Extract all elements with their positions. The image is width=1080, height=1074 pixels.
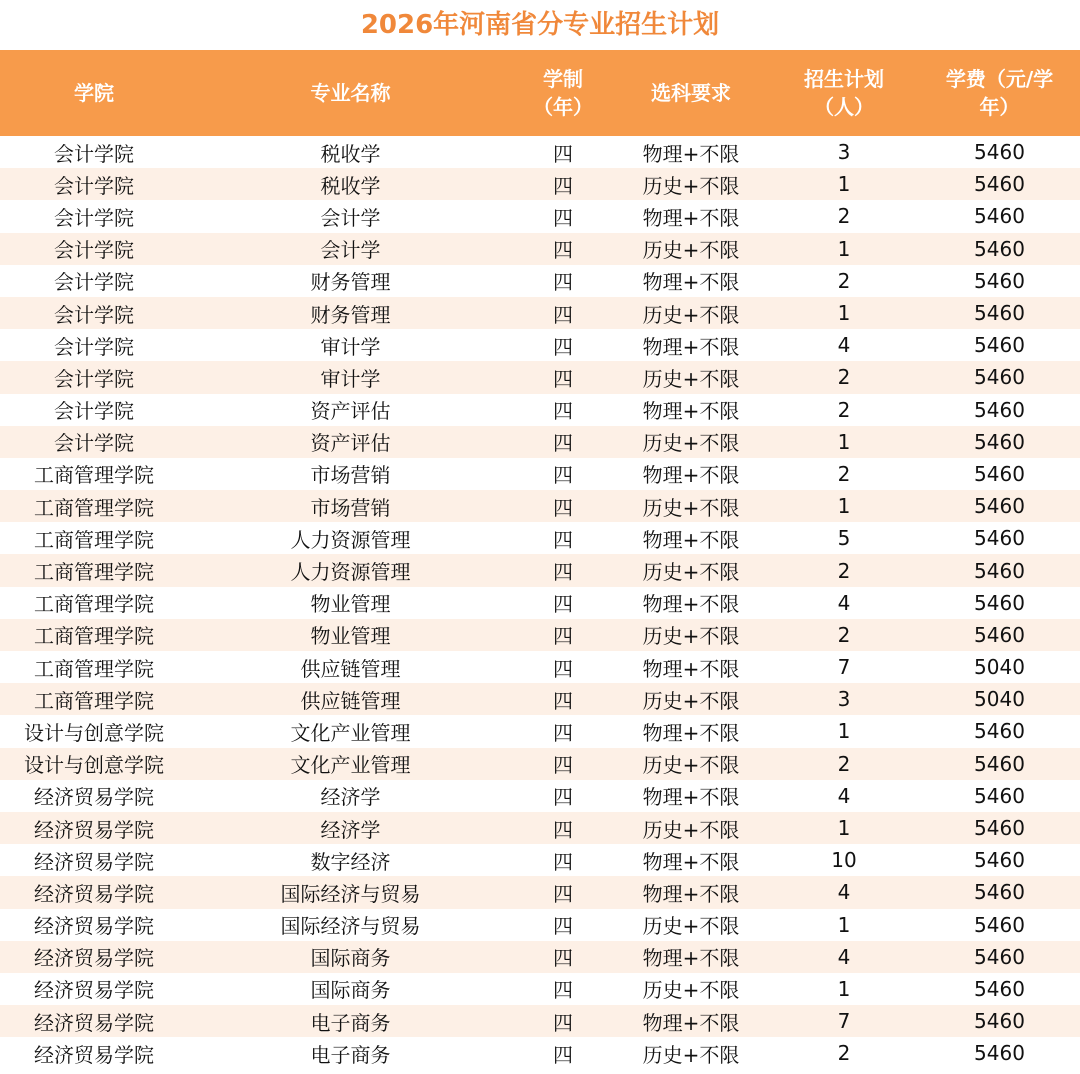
major-cell: 会计学 bbox=[188, 200, 513, 232]
years-cell: 四 bbox=[513, 136, 613, 168]
major-cell: 税收学 bbox=[188, 168, 513, 200]
major-cell: 资产评估 bbox=[188, 426, 513, 458]
tuition-cell: 5460 bbox=[919, 1005, 1080, 1037]
enrollment-count-cell: 1 bbox=[769, 426, 919, 458]
college-cell: 会计学院 bbox=[0, 361, 188, 393]
enrollment-count-cell: 1 bbox=[769, 233, 919, 265]
years-cell: 四 bbox=[513, 844, 613, 876]
tuition-cell: 5460 bbox=[919, 522, 1080, 554]
tuition-cell: 5460 bbox=[919, 876, 1080, 908]
subject-requirement-cell: 历史+不限 bbox=[613, 361, 769, 393]
major-cell: 税收学 bbox=[188, 136, 513, 168]
major-cell: 国际经济与贸易 bbox=[188, 876, 513, 908]
enrollment-count-cell: 3 bbox=[769, 683, 919, 715]
enrollment-count-cell: 10 bbox=[769, 844, 919, 876]
table-row bbox=[0, 265, 1080, 297]
enrollment-count-cell: 4 bbox=[769, 876, 919, 908]
enrollment-count-cell: 1 bbox=[769, 812, 919, 844]
enrollment-count-cell: 1 bbox=[769, 909, 919, 941]
major-cell: 国际经济与贸易 bbox=[188, 909, 513, 941]
tuition-cell: 5460 bbox=[919, 941, 1080, 973]
college-cell: 经济贸易学院 bbox=[0, 941, 188, 973]
tuition-cell: 5460 bbox=[919, 394, 1080, 426]
years-cell: 四 bbox=[513, 200, 613, 232]
subject-requirement-cell: 物理+不限 bbox=[613, 876, 769, 908]
college-cell: 设计与创意学院 bbox=[0, 715, 188, 747]
major-cell: 财务管理 bbox=[188, 297, 513, 329]
major-cell: 供应链管理 bbox=[188, 683, 513, 715]
college-cell: 经济贸易学院 bbox=[0, 844, 188, 876]
years-cell: 四 bbox=[513, 1037, 613, 1069]
college-cell: 经济贸易学院 bbox=[0, 780, 188, 812]
years-cell: 四 bbox=[513, 361, 613, 393]
tuition-cell: 5460 bbox=[919, 587, 1080, 619]
table-row bbox=[0, 941, 1080, 973]
major-cell: 市场营销 bbox=[188, 458, 513, 490]
years-cell: 四 bbox=[513, 522, 613, 554]
tuition-cell: 5460 bbox=[919, 715, 1080, 747]
subject-requirement-cell: 物理+不限 bbox=[613, 780, 769, 812]
subject-requirement-cell: 物理+不限 bbox=[613, 941, 769, 973]
enrollment-count-cell: 2 bbox=[769, 394, 919, 426]
table-row bbox=[0, 973, 1080, 1005]
subject-requirement-cell: 历史+不限 bbox=[613, 619, 769, 651]
subject-requirement-cell: 物理+不限 bbox=[613, 458, 769, 490]
table-row bbox=[0, 458, 1080, 490]
table-row bbox=[0, 909, 1080, 941]
tuition-cell: 5460 bbox=[919, 844, 1080, 876]
years-cell: 四 bbox=[513, 780, 613, 812]
subject-requirement-cell: 物理+不限 bbox=[613, 651, 769, 683]
tuition-cell: 5460 bbox=[919, 1037, 1080, 1069]
college-cell: 会计学院 bbox=[0, 329, 188, 361]
enrollment-count-cell: 5 bbox=[769, 522, 919, 554]
subject-requirement-cell: 历史+不限 bbox=[613, 233, 769, 265]
tuition-cell: 5460 bbox=[919, 458, 1080, 490]
subject-requirement-cell: 物理+不限 bbox=[613, 394, 769, 426]
header-tuition: 学费（元/学 年） bbox=[919, 50, 1080, 136]
enrollment-count-cell: 2 bbox=[769, 458, 919, 490]
college-cell: 经济贸易学院 bbox=[0, 973, 188, 1005]
table-row bbox=[0, 1005, 1080, 1037]
years-cell: 四 bbox=[513, 973, 613, 1005]
tuition-cell: 5460 bbox=[919, 748, 1080, 780]
header-years: 学制 （年） bbox=[513, 50, 613, 136]
header-major: 专业名称 bbox=[188, 50, 513, 136]
table-row bbox=[0, 683, 1080, 715]
subject-requirement-cell: 物理+不限 bbox=[613, 715, 769, 747]
table-row bbox=[0, 748, 1080, 780]
table-row bbox=[0, 812, 1080, 844]
table-body bbox=[0, 136, 1080, 1069]
table-row bbox=[0, 651, 1080, 683]
tuition-cell: 5460 bbox=[919, 490, 1080, 522]
table-row bbox=[0, 426, 1080, 458]
major-cell: 审计学 bbox=[188, 361, 513, 393]
table-row bbox=[0, 200, 1080, 232]
college-cell: 经济贸易学院 bbox=[0, 909, 188, 941]
major-cell: 经济学 bbox=[188, 812, 513, 844]
subject-requirement-cell: 历史+不限 bbox=[613, 812, 769, 844]
major-cell: 文化产业管理 bbox=[188, 748, 513, 780]
tuition-cell: 5460 bbox=[919, 909, 1080, 941]
table-row bbox=[0, 554, 1080, 586]
table-row bbox=[0, 394, 1080, 426]
header-college: 学院 bbox=[0, 50, 188, 136]
tuition-cell: 5460 bbox=[919, 554, 1080, 586]
enrollment-count-cell: 2 bbox=[769, 1037, 919, 1069]
college-cell: 工商管理学院 bbox=[0, 587, 188, 619]
major-cell: 物业管理 bbox=[188, 619, 513, 651]
enrollment-count-cell: 2 bbox=[769, 748, 919, 780]
college-cell: 工商管理学院 bbox=[0, 490, 188, 522]
subject-requirement-cell: 物理+不限 bbox=[613, 136, 769, 168]
header-enrollment-plan: 招生计划 （人） bbox=[769, 50, 919, 136]
subject-requirement-cell: 历史+不限 bbox=[613, 1037, 769, 1069]
years-cell: 四 bbox=[513, 619, 613, 651]
page-title: 2026年河南省分专业招生计划 bbox=[360, 10, 720, 40]
college-cell: 经济贸易学院 bbox=[0, 876, 188, 908]
subject-requirement-cell: 物理+不限 bbox=[613, 329, 769, 361]
major-cell: 物业管理 bbox=[188, 587, 513, 619]
years-cell: 四 bbox=[513, 909, 613, 941]
enrollment-count-cell: 1 bbox=[769, 297, 919, 329]
major-cell: 人力资源管理 bbox=[188, 522, 513, 554]
subject-requirement-cell: 历史+不限 bbox=[613, 909, 769, 941]
major-cell: 经济学 bbox=[188, 780, 513, 812]
enrollment-count-cell: 2 bbox=[769, 265, 919, 297]
tuition-cell: 5460 bbox=[919, 361, 1080, 393]
tuition-cell: 5460 bbox=[919, 780, 1080, 812]
college-cell: 工商管理学院 bbox=[0, 522, 188, 554]
tuition-cell: 5460 bbox=[919, 973, 1080, 1005]
enrollment-count-cell: 4 bbox=[769, 780, 919, 812]
tuition-cell: 5460 bbox=[919, 265, 1080, 297]
major-cell: 市场营销 bbox=[188, 490, 513, 522]
major-cell: 资产评估 bbox=[188, 394, 513, 426]
subject-requirement-cell: 物理+不限 bbox=[613, 844, 769, 876]
years-cell: 四 bbox=[513, 715, 613, 747]
table-row bbox=[0, 136, 1080, 168]
major-cell: 供应链管理 bbox=[188, 651, 513, 683]
college-cell: 经济贸易学院 bbox=[0, 812, 188, 844]
years-cell: 四 bbox=[513, 554, 613, 586]
table-row bbox=[0, 780, 1080, 812]
college-cell: 工商管理学院 bbox=[0, 458, 188, 490]
subject-requirement-cell: 物理+不限 bbox=[613, 200, 769, 232]
years-cell: 四 bbox=[513, 297, 613, 329]
college-cell: 会计学院 bbox=[0, 200, 188, 232]
tuition-cell: 5040 bbox=[919, 651, 1080, 683]
tuition-cell: 5460 bbox=[919, 329, 1080, 361]
major-cell: 人力资源管理 bbox=[188, 554, 513, 586]
years-cell: 四 bbox=[513, 426, 613, 458]
major-cell: 电子商务 bbox=[188, 1005, 513, 1037]
years-cell: 四 bbox=[513, 587, 613, 619]
subject-requirement-cell: 历史+不限 bbox=[613, 297, 769, 329]
major-cell: 文化产业管理 bbox=[188, 715, 513, 747]
years-cell: 四 bbox=[513, 394, 613, 426]
subject-requirement-cell: 物理+不限 bbox=[613, 587, 769, 619]
years-cell: 四 bbox=[513, 748, 613, 780]
college-cell: 会计学院 bbox=[0, 136, 188, 168]
enrollment-count-cell: 7 bbox=[769, 1005, 919, 1037]
table-row bbox=[0, 522, 1080, 554]
tuition-cell: 5460 bbox=[919, 619, 1080, 651]
years-cell: 四 bbox=[513, 329, 613, 361]
college-cell: 会计学院 bbox=[0, 394, 188, 426]
enrollment-count-cell: 4 bbox=[769, 587, 919, 619]
table-row bbox=[0, 233, 1080, 265]
enrollment-count-cell: 2 bbox=[769, 619, 919, 651]
enrollment-count-cell: 1 bbox=[769, 490, 919, 522]
college-cell: 工商管理学院 bbox=[0, 619, 188, 651]
years-cell: 四 bbox=[513, 1005, 613, 1037]
major-cell: 会计学 bbox=[188, 233, 513, 265]
enrollment-count-cell: 3 bbox=[769, 136, 919, 168]
table-row bbox=[0, 844, 1080, 876]
years-cell: 四 bbox=[513, 812, 613, 844]
subject-requirement-cell: 历史+不限 bbox=[613, 554, 769, 586]
enrollment-table bbox=[0, 50, 1080, 1069]
college-cell: 经济贸易学院 bbox=[0, 1005, 188, 1037]
major-cell: 国际商务 bbox=[188, 941, 513, 973]
table-row bbox=[0, 876, 1080, 908]
table-row bbox=[0, 715, 1080, 747]
subject-requirement-cell: 历史+不限 bbox=[613, 973, 769, 1005]
table-row bbox=[0, 361, 1080, 393]
years-cell: 四 bbox=[513, 233, 613, 265]
subject-requirement-cell: 物理+不限 bbox=[613, 522, 769, 554]
tuition-cell: 5460 bbox=[919, 200, 1080, 232]
subject-requirement-cell: 历史+不限 bbox=[613, 490, 769, 522]
major-cell: 国际商务 bbox=[188, 973, 513, 1005]
college-cell: 经济贸易学院 bbox=[0, 1037, 188, 1069]
tuition-cell: 5040 bbox=[919, 683, 1080, 715]
tuition-cell: 5460 bbox=[919, 812, 1080, 844]
college-cell: 会计学院 bbox=[0, 233, 188, 265]
subject-requirement-cell: 历史+不限 bbox=[613, 748, 769, 780]
college-cell: 会计学院 bbox=[0, 426, 188, 458]
tuition-cell: 5460 bbox=[919, 426, 1080, 458]
major-cell: 财务管理 bbox=[188, 265, 513, 297]
years-cell: 四 bbox=[513, 651, 613, 683]
table-row bbox=[0, 168, 1080, 200]
tuition-cell: 5460 bbox=[919, 297, 1080, 329]
table-row bbox=[0, 1037, 1080, 1069]
subject-requirement-cell: 历史+不限 bbox=[613, 683, 769, 715]
college-cell: 设计与创意学院 bbox=[0, 748, 188, 780]
enrollment-count-cell: 1 bbox=[769, 973, 919, 1005]
college-cell: 会计学院 bbox=[0, 297, 188, 329]
table-row bbox=[0, 587, 1080, 619]
enrollment-count-cell: 7 bbox=[769, 651, 919, 683]
years-cell: 四 bbox=[513, 876, 613, 908]
college-cell: 会计学院 bbox=[0, 265, 188, 297]
enrollment-count-cell: 1 bbox=[769, 715, 919, 747]
enrollment-count-cell: 4 bbox=[769, 329, 919, 361]
subject-requirement-cell: 物理+不限 bbox=[613, 1005, 769, 1037]
enrollment-count-cell: 1 bbox=[769, 168, 919, 200]
enrollment-count-cell: 2 bbox=[769, 554, 919, 586]
years-cell: 四 bbox=[513, 683, 613, 715]
years-cell: 四 bbox=[513, 458, 613, 490]
years-cell: 四 bbox=[513, 490, 613, 522]
enrollment-count-cell: 2 bbox=[769, 361, 919, 393]
major-cell: 电子商务 bbox=[188, 1037, 513, 1069]
tuition-cell: 5460 bbox=[919, 168, 1080, 200]
table-header bbox=[0, 50, 1080, 136]
major-cell: 审计学 bbox=[188, 329, 513, 361]
years-cell: 四 bbox=[513, 265, 613, 297]
table-row bbox=[0, 490, 1080, 522]
college-cell: 工商管理学院 bbox=[0, 651, 188, 683]
college-cell: 会计学院 bbox=[0, 168, 188, 200]
subject-requirement-cell: 历史+不限 bbox=[613, 426, 769, 458]
enrollment-count-cell: 4 bbox=[769, 941, 919, 973]
subject-requirement-cell: 物理+不限 bbox=[613, 265, 769, 297]
table-row bbox=[0, 329, 1080, 361]
table-row bbox=[0, 297, 1080, 329]
table-row bbox=[0, 619, 1080, 651]
college-cell: 工商管理学院 bbox=[0, 683, 188, 715]
major-cell: 数字经济 bbox=[188, 844, 513, 876]
college-cell: 工商管理学院 bbox=[0, 554, 188, 586]
tuition-cell: 5460 bbox=[919, 136, 1080, 168]
subject-requirement-cell: 历史+不限 bbox=[613, 168, 769, 200]
years-cell: 四 bbox=[513, 941, 613, 973]
tuition-cell: 5460 bbox=[919, 233, 1080, 265]
years-cell: 四 bbox=[513, 168, 613, 200]
header-subject-requirement: 选科要求 bbox=[613, 50, 769, 136]
enrollment-count-cell: 2 bbox=[769, 200, 919, 232]
